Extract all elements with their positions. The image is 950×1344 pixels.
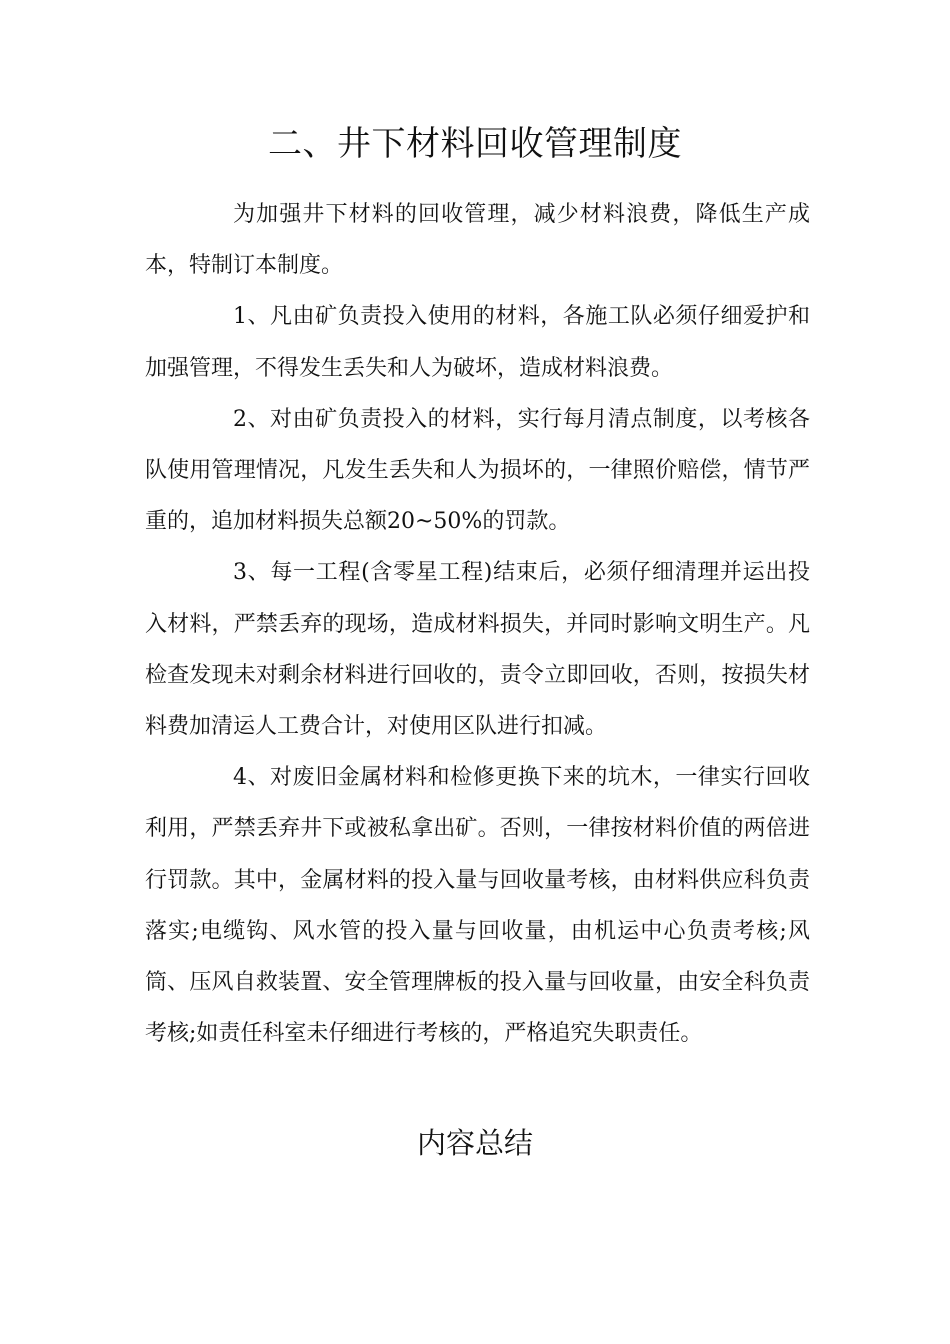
paragraph-rule-1: 1、凡由矿负责投入使用的材料，各施工队必须仔细爱护和加强管理，不得发生丢失和人为破坏，造成材料浪费。 bbox=[145, 304, 810, 381]
document-title: 二、井下材料回收管理制度 bbox=[268, 124, 682, 164]
summary-heading: 内容总结 bbox=[416, 1126, 533, 1160]
paragraph-rule-4: 4、对废旧金属材料和检修更换下来的坑木，一律实行回收利用，严禁丢弃井下或被私拿出矿。否则，一律按材料价值的两倍进行罚款。其中，金属材料的投入量与回收量考核，由材料供应科负责落实;电缆钩、风水管的投入量与回收量，由机运中心负责考核;风筒、压风自救装置、安全管理牌板的投入量与回收量，由安全科负责考核;如责任科室未仔细进行考核的，严格追究失职责任。 bbox=[145, 765, 810, 1047]
paragraph-rule-2: 2、对由矿负责投入的材料，实行每月清点制度，以考核各队使用管理情况，凡发生丢失和人为损坏的，一律照价赔偿，情节严重的，追加材料损失总额20~50%的罚款。 bbox=[145, 406, 810, 535]
paragraph-rule-3: 3、每一工程(含零星工程)结束后，必须仔细清理并运出投入材料，严禁丢弃的现场，造成材料损失，并同时影响文明生产。凡检查发现未对剩余材料进行回收的，责令立即回收，否则，按损失材料费加清运人工费合计，对使用区队进行扣减。 bbox=[145, 560, 810, 740]
paragraph-intro: 为加强井下材料的回收管理，减少材料浪费，降低生产成本，特制订本制度。 bbox=[145, 202, 810, 279]
document-body bbox=[145, 189, 810, 1059]
